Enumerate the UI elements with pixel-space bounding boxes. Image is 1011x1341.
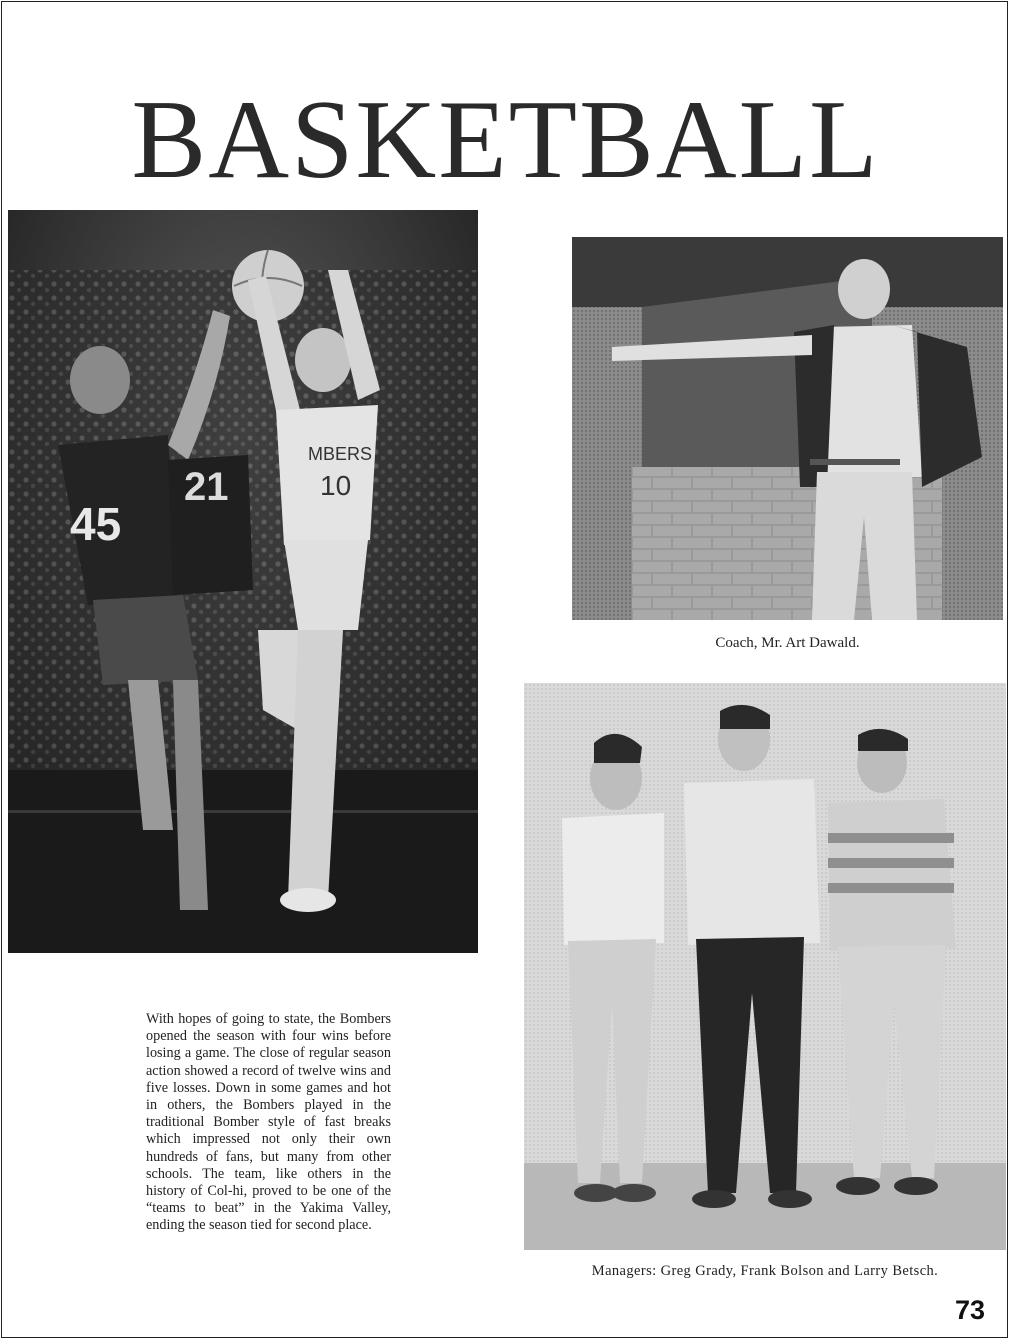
coach-photo xyxy=(572,237,1003,620)
coach-caption: Coach, Mr. Art Dawald. xyxy=(715,635,860,651)
basketball-action-photo xyxy=(8,210,478,953)
page-number: 73 xyxy=(954,1295,985,1325)
story-paragraph: With hopes of going to state, the Bombers opened the season with four wins before losing a game. The close of regular season action showed a record of twelve wins and five losses. Down in some games and hot in others, the Bombers played in the traditional Bomber style of fast breaks which impressed not only their own hundreds of fans, but many from other schools. The team, like others in the history of Col-hi, proved to be one of the “teams to beat” in the Yakima Valley, ending the season tied for second place. xyxy=(146,1011,391,1234)
svg-text:45: 45 xyxy=(70,498,122,550)
svg-text:10: 10 xyxy=(320,470,352,501)
svg-text:MBERS: MBERS xyxy=(308,444,373,464)
page-title: BASKETBALL xyxy=(131,78,880,202)
managers-caption: Managers: Greg Grady, Frank Bolson and Larry Betsch. xyxy=(591,1263,939,1279)
managers-photo xyxy=(524,683,1006,1250)
svg-text:21: 21 xyxy=(184,465,229,509)
